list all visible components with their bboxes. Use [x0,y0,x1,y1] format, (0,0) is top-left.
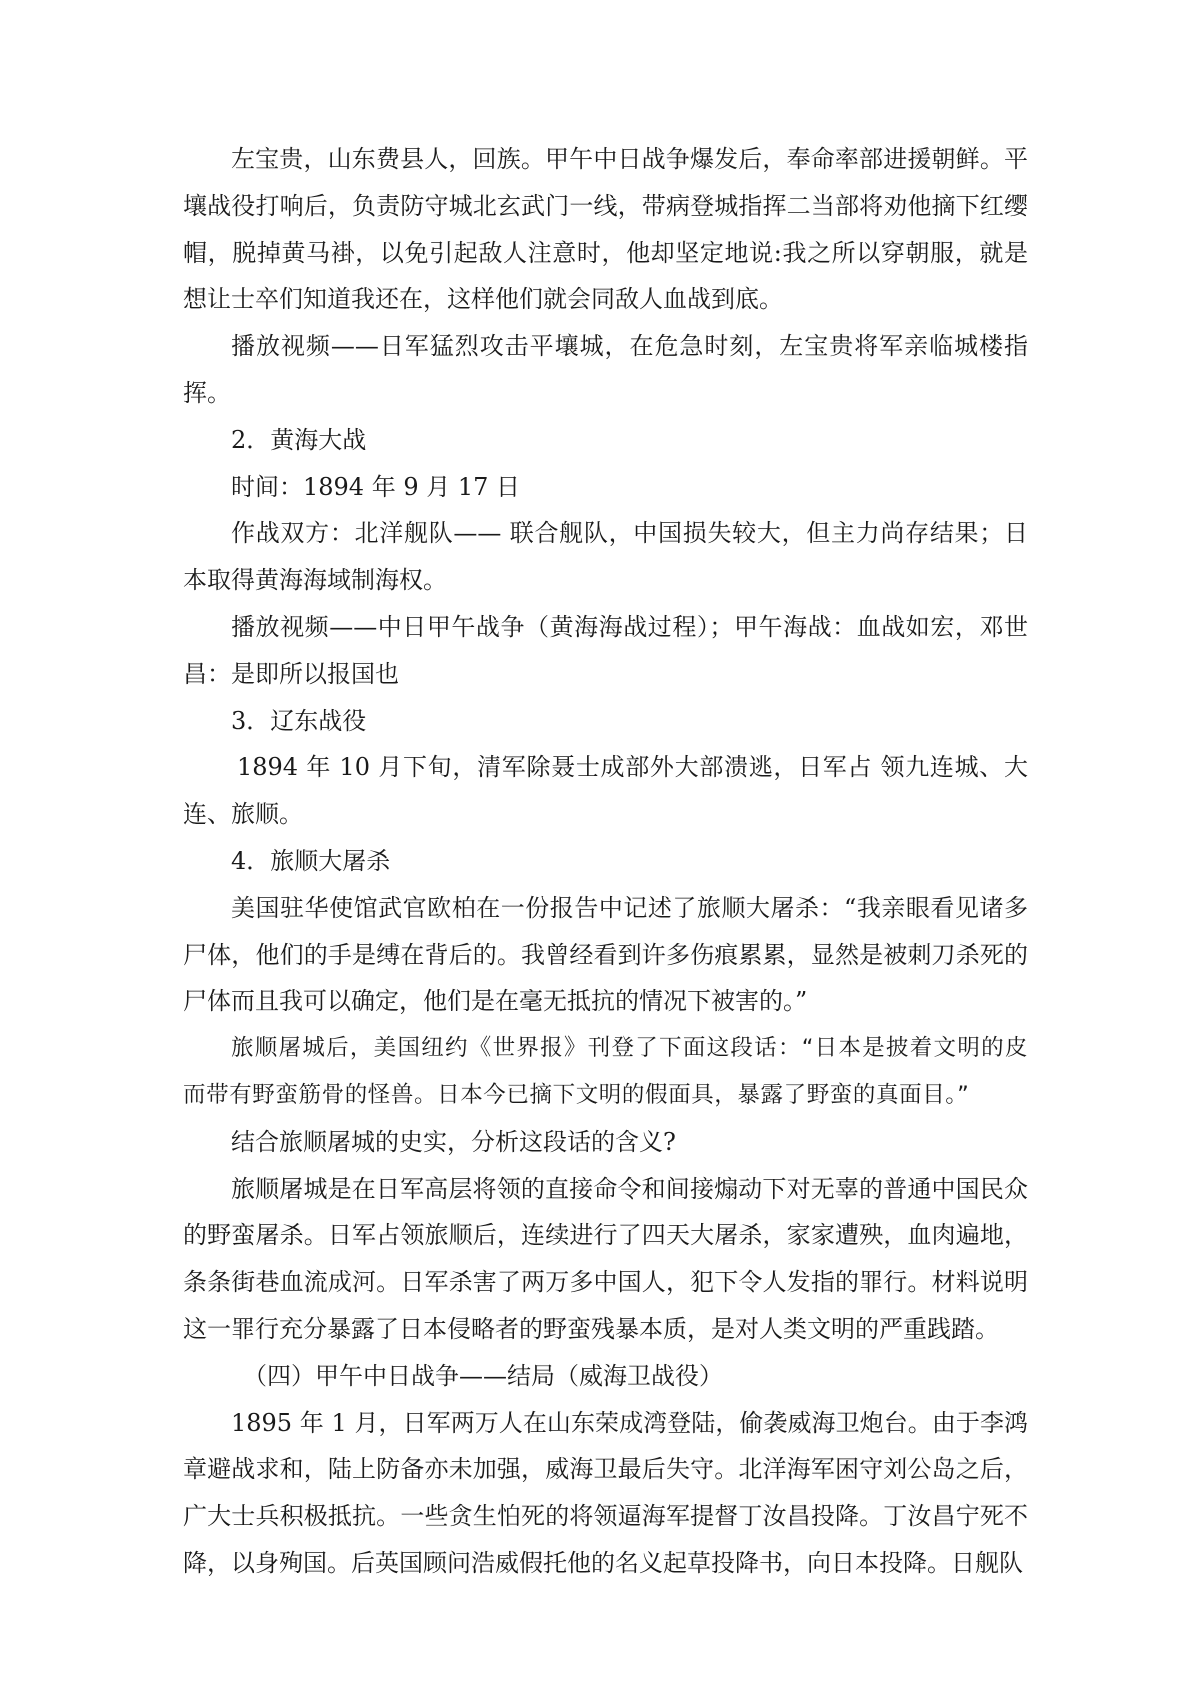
paragraph-video-pyongyang: 播放视频——日军猛烈攻击平壤城，在危急时刻，左宝贵将军亲临城楼指挥。 [183,332,1028,407]
paragraph-world-newspaper-quote: 旅顺屠城后，美国纽约《世界报》刊登了下面这段话：“日本是披着文明的皮而带有野蛮筋骨的怪兽。日本今已摘下文明的假面具，暴露了野蛮的真面目。” [183,1035,1028,1108]
paragraph-question: 结合旅顺屠城的史实，分析这段话的含义? [231,1127,676,1156]
paragraph-weihaiwei: 1895 年 1 月，日军两万人在山东荣成湾登陆，偷袭威海卫炮台。由于李鸿章避战求和，陆上防备亦未加强，威海卫最后失守。北洋海军困守刘公岛之后，广大士兵积极抵抗。一些贪生怕死的将领逼海军提督丁汝昌投降。丁汝昌宁死不降，以身殉国。后英国顾问浩威假托他的名义起草投降书，向日本投降。日舰队 [183,1408,1028,1577]
paragraph-liaodong: 1894 年 10 月下旬，清军除聂士成部外大部溃逃，日军占 领九连城、大连、旅顺。 [183,753,1028,829]
heading-war-outcome: （四）甲午中日战争——结局（威海卫战役） [243,1361,723,1390]
paragraph-attache-report: 美国驻华使馆武官欧柏在一份报告中记述了旅顺大屠杀：“我亲眼看见诸多尸体，他们的手是缚在背后的。我曾经看到许多伤痕累累，显然是被刺刀杀死的尸体而且我可以确定，他们是在毫无抵抗的情况下被害的。” [183,893,1028,1016]
heading-liaodong-campaign: 3．辽东战役 [231,706,367,735]
paragraph-answer: 旅顺屠城是在日军高层将领的直接命令和间接煽动下对无辜的普通中国民众的野蛮屠杀。日军占领旅顺后，连续进行了四天大屠杀，家家遭殃，血肉遍地，条条街巷血流成河。日军杀害了两万多中国人，犯下令人发指的罪行。材料说明这一罪行充分暴露了日本侵略者的野蛮残暴本质，是对人类文明的严重践踏。 [183,1174,1028,1343]
paragraph-zuo-baogui: 左宝贵，山东费县人，回族。甲午中日战争爆发后，奉命率部进援朝鲜。平壤战役打响后，负责防守城北玄武门一线，带病登城指挥二当部将劝他摘下红缨帽，脱掉黄马褂，以免引起敌人注意时，他却坚定地说:我之所以穿朝服，就是想让士卒们知道我还在，这样他们就会同敌人血战到底。 [183,145,1028,314]
paragraph-combatants: 作战双方：北洋舰队—— 联合舰队，中国损失较大，但主力尚存结果；日本取得黄海海域制海权。 [183,519,1028,595]
paragraph-video-yellow-sea: 播放视频——中日甲午战争（黄海海战过程）；甲午海战：血战如宏，邓世昌：是即所以报国也 [183,612,1028,688]
heading-yellow-sea-battle: 2．黄海大战 [231,425,367,454]
document-body [183,136,1028,1587]
heading-lushun-massacre: 4．旅顺大屠杀 [231,846,391,875]
paragraph-time: 时间：1894 年 9 月 17 日 [231,472,521,501]
